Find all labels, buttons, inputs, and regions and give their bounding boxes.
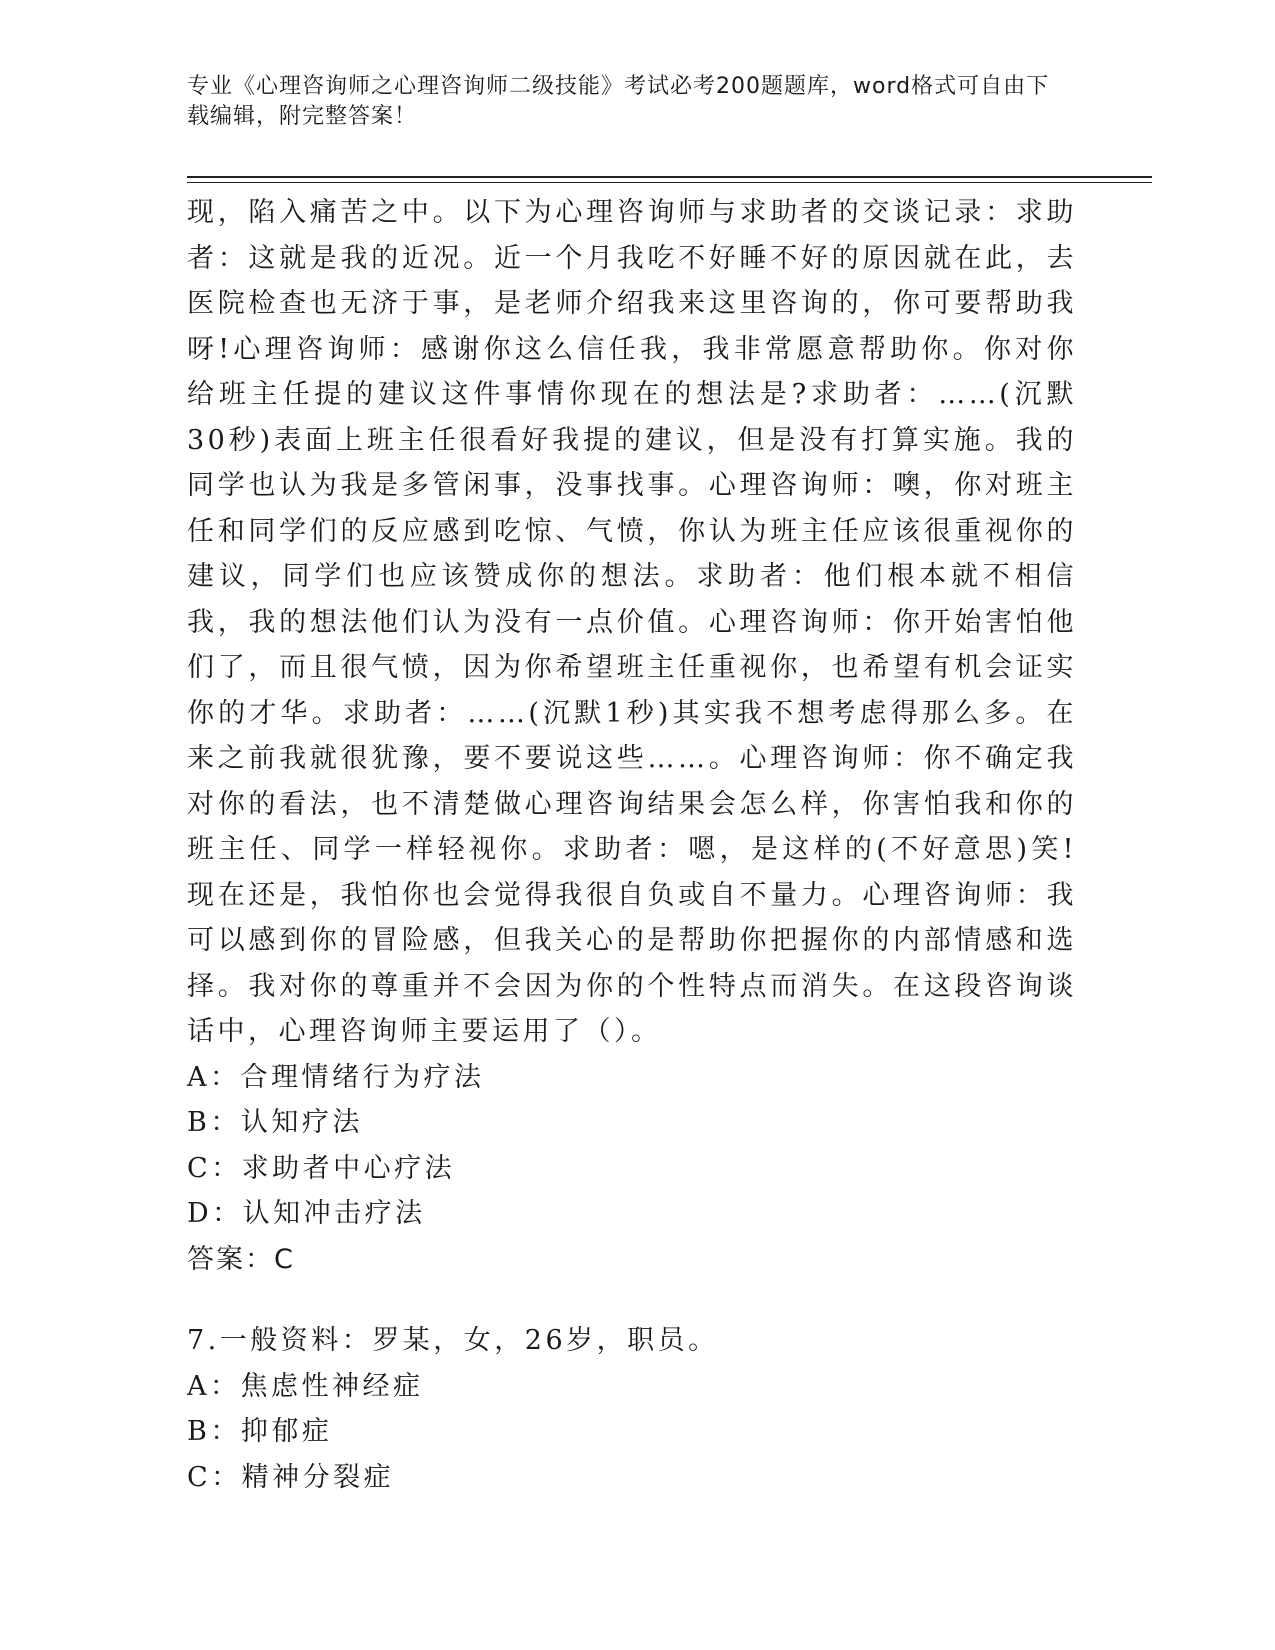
question-7-option-c: C：精神分裂症 <box>187 1461 395 1493</box>
question-7-text: 7.一般资料：罗某，女，26岁，职员。 <box>187 1325 719 1356</box>
question-7 <box>187 1318 1077 1500</box>
question-6-text: 现，陷入痛苦之中。以下为心理咨询师与求助者的交谈记录：求助者：这就是我的近况。近一个月我吃不好睡不好的原因就在此，去医院检查也无济于事，是老师介绍我来这里咨询的，你可要帮助我呀!心理咨询师：感谢你这么信任我，我非常愿意帮助你。你对你给班主任提的建议这件事情你现在的想法是?求助者：……(沉默30秒)表面上班主任很看好我提的建议，但是没有打算实施。我的同学也认为我是多管闲事，没事找事。心理咨询师：噢，你对班主任和同学们的反应感到吃惊、气愤，你认为班主任应该很重视你的建议，同学们也应该赞成你的想法。求助者：他们根本就不相信我，我的想法他们认为没有一点价值。心理咨询师：你开始害怕他们了，而且很气愤，因为你希望班主任重视你，也希望有机会证实你的才华。求助者：……(沉默1秒)其实我不想考虑得那么多。在来之前我就很犹豫，要不要说这些……。心理咨询师：你不确定我对你的看法，也不清楚做心理咨询结果会怎么样，你害怕我和你的班主任、同学一样轻视你。求助者：嗯，是这样的(不好意思)笑!现在还是，我怕你也会觉得我很自负或自不量力。心理咨询师：我可以感到你的冒险感，但我关心的是帮助你把握你的内部情感和选择。我对你的尊重并不会因为你的个性特点而消失。在这段咨询谈话中，心理咨询师主要运用了（）。 <box>187 197 1077 1047</box>
question-6-option-b: B：认知疗法 <box>187 1107 363 1138</box>
header-rule-thick <box>187 176 1152 178</box>
question-spacer <box>187 1282 1077 1318</box>
question-7-option-a: A：焦虑性神经症 <box>187 1370 424 1402</box>
document-header <box>187 72 1067 132</box>
header-rule-thin <box>187 182 1152 183</box>
document-body <box>187 190 1077 1500</box>
question-6-option-c: C：求助者中心疗法 <box>187 1152 456 1184</box>
question-6-option-d: D：认知冲击疗法 <box>187 1198 426 1229</box>
question-7-option-b: B：抑郁症 <box>187 1416 333 1447</box>
header-title: 专业《心理咨询师之心理咨询师二级技能》考试必考200题题库，word格式可自由下载编辑，附完整答案！ <box>187 74 1050 129</box>
question-6 <box>187 190 1077 1282</box>
question-6-option-a: A：合理情绪行为疗法 <box>187 1061 485 1093</box>
question-6-answer: 答案：C <box>187 1243 295 1275</box>
